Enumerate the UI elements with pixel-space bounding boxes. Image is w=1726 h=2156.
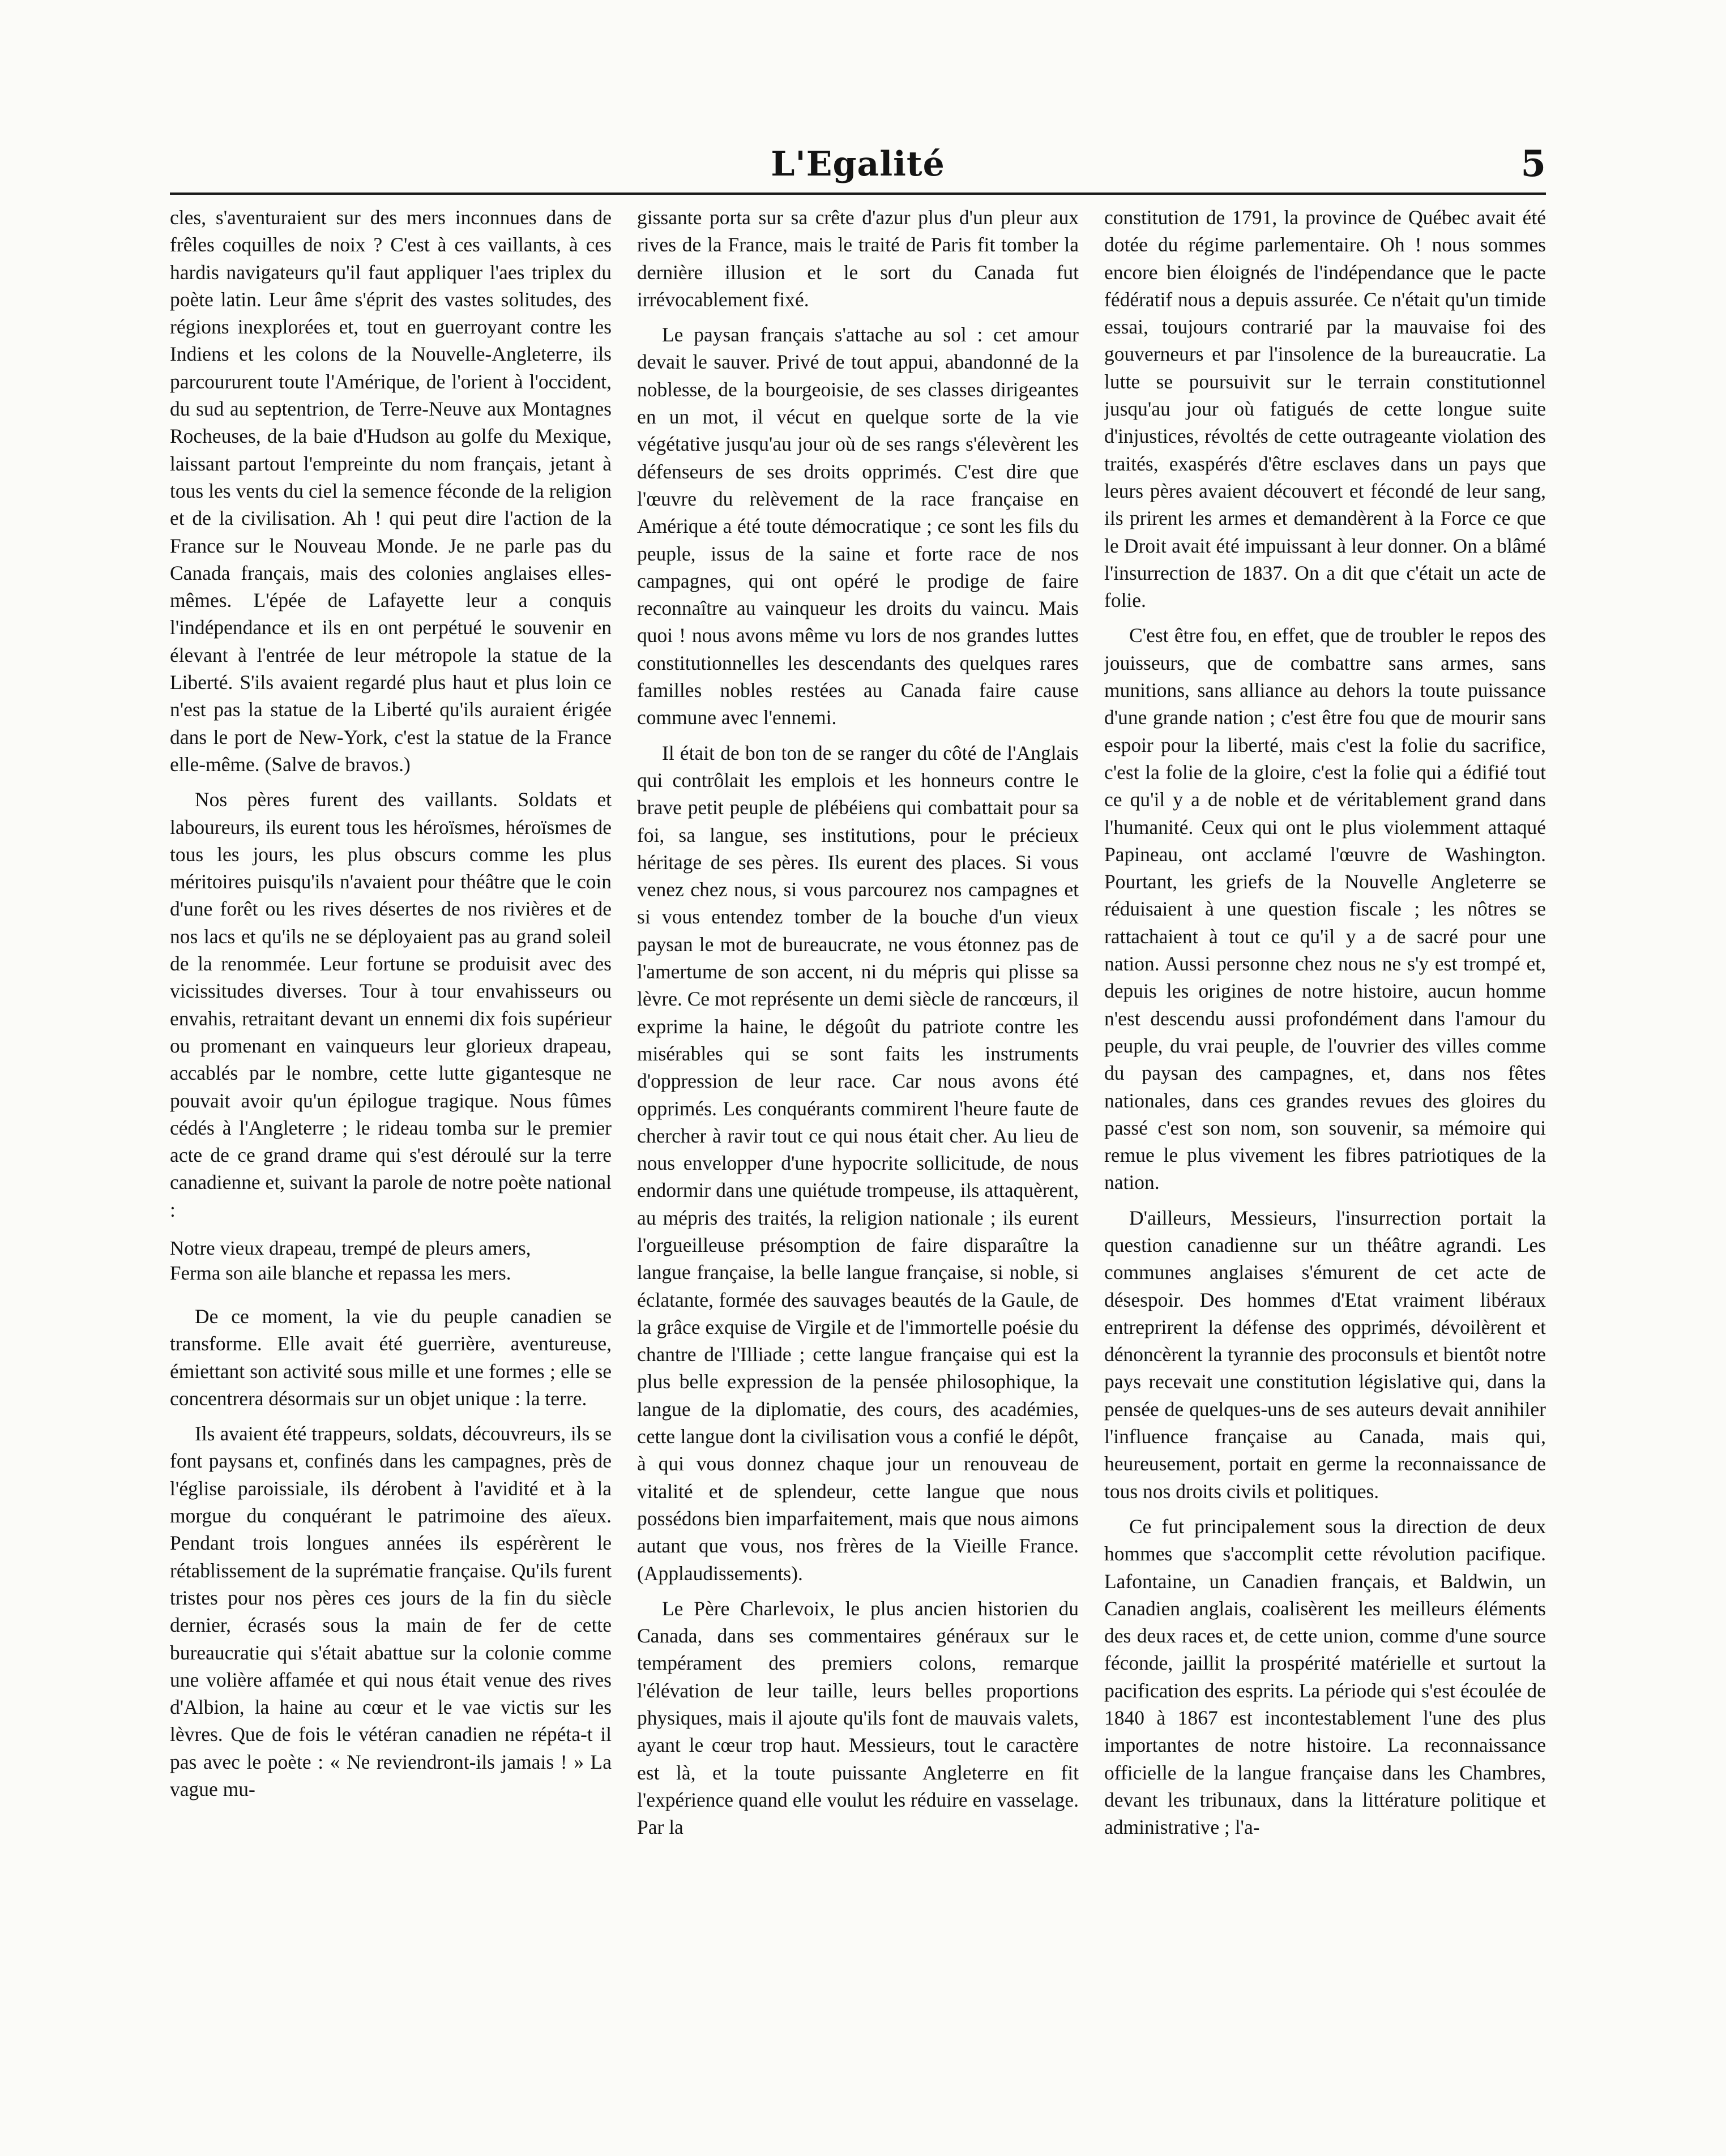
paragraph: Le Père Charlevoix, le plus ancien historien du Canada, dans ses commentaires généraux sur le tempérament des premiers colons, remarque l'élévation de leur taille, leurs belles proportions physiques, mais il ajoute qu'ils font de mauvais valets, ayant le cœur trop haut. Messieurs, tout le caractère est là, et la toute puissante Angleterre en fit l'expérience quand elle voulut les réduire en vasselage. Par la: [637, 1597, 1079, 1839]
column-2: [637, 204, 1079, 2072]
paragraph: De ce moment, la vie du peuple canadien se transforme. Elle avait été guerrière, aventureuse, émiettant son activité sous mille et une formes ; elle se concentrera désormais sur un objet unique : la terre.: [170, 1304, 612, 1410]
paragraph: Ils avaient été trappeurs, soldats, découvreurs, ils se font paysans et, confinés dans les campagnes, près de l'église paroissiale, ils dérobent à l'avidité et à la morgue du conquérant le patrimoine des aïeux. Pendant trois longues années ils espérèrent le rétablissement de la suprématie française. Qu'ils furent tristes pour nos pères ces jours de la fin du siècle dernier, écrasés sous la main de fer de cette bureaucratie qui s'était abattue sur la colonie comme une volière affamée et qui nous était venue des rives d'Albion, la haine au cœur et le vae victis sur les lèvres. Que de fois le vétéran canadien ne répéta-t il pas avec le poète : « Ne reviendront-ils jamais ! » La vague mu-: [170, 1422, 612, 1801]
column-1: [170, 204, 612, 2072]
paragraph: constitution de 1791, la province de Québec avait été dotée du régime parlementaire. Oh ! nous sommes encore bien éloignés de l'indépendance que le pacte fédératif nous a depuis assurée. Ce n'était qu'un timide essai, toujours contrarié par la mauvaise foi des gouverneurs et par l'insolence de la bureaucratie. La lutte se poursuivit sur le terrain constitutionnel jusqu'au jour où fatigués de cette longue suite d'injustices, révoltés de cette outrageante violation des traités, exaspérés d'être esclaves dans un pays que leurs pères avaient découvert et fécondé de leur sang, ils prirent les armes et demandèrent à la Force ce que le Droit avait été impuissant à leur donner. On a blâmé l'insurrection de 1837. On a dit que c'était un acte de folie.: [1104, 206, 1546, 612]
paragraph: D'ailleurs, Messieurs, l'insurrection portait la question canadienne sur un théâtre agrandi. Les communes anglaises s'émurent de cet acte de désespoir. Des hommes d'Etat vraiment libéraux entreprirent la défense des opprimés, dévoilèrent et dénoncèrent la tyrannie des proconsuls et bientôt notre pays recevait une constitution législative qui, dans la pensée de quelques-uns de ses auteurs devait annihiler l'influence française au Canada, mais qui, heureusement, portait en germe la reconnaissance de tous nos droits civils et politiques.: [1104, 1206, 1546, 1503]
paragraph: cles, s'aventuraient sur des mers inconnues dans de frêles coquilles de noix ? C'est à ces vaillants, à ces hardis navigateurs qu'il faut appliquer l'aes triplex du poète latin. Leur âme s'éprit des vastes solitudes, des régions inexplorées et, tout en guerroyant contre les Indiens et les colons de la Nouvelle-Angleterre, ils parcoururent toute l'Amérique, de l'orient à l'occident, du sud au septentrion, de Terre-Neuve aux Montagnes Rocheuses, de la baie d'Hudson au golfe du Mexique, laissant partout l'empreinte du nom français, jetant à tous les vents du ciel la semence féconde de la religion et de la civilisation. Ah ! qui peut dire l'action de la France sur le Nouveau Monde. Je ne parle pas du Canada français, mais des colonies anglaises elles-mêmes. L'épée de Lafayette leur a conquis l'indépendance et ils en ont perpétué le souvenir en élevant à l'entrée de leur métropole la statue de la Liberté. S'ils avaient regardé plus haut et plus loin ce n'est pas la statue de la Liberté qu'ils auraient érigée dans le port de New-York, c'est la statue de la France elle-même. (Salve de bravos.): [170, 206, 612, 776]
header-rule: [170, 192, 1546, 195]
article-columns: [170, 204, 1546, 2072]
verse-quote: [170, 1236, 612, 1286]
verse-line: Notre vieux drapeau, trempé de pleurs amers,: [170, 1237, 531, 1259]
page-header: [170, 139, 1546, 201]
paragraph: Il était de bon ton de se ranger du côté de l'Anglais qui contrôlait les emplois et les honneurs contre le brave petit peuple de plébéiens qui combattait pour sa foi, sa langue, ses institutions, pour le précieux héritage de ses pères. Ils eurent des places. Si vous venez chez nous, si vous parcourez nos campagnes et si vous entendez tomber de la bouche d'un vieux paysan le mot de bureaucrate, ne vous étonnez pas de l'amertume de son accent, ni du mépris qui plisse sa lèvre. Ce mot représente un demi siècle de rancœurs, il exprime la haine, le dégoût du patriote contre les misérables qui se sont faits les instruments d'oppression de leur race. Car nous avons été opprimés. Les conquérants commirent l'heure faute de chercher à ravir tout ce qui nous était cher. Au lieu de nous envelopper d'une hypocrite sollicitude, de nous endormir dans une quiétude trompeuse, ils attaquèrent, au mépris des traités, la religion nationale ; ils eurent l'orgueilleuse présomption de faire disparaître la langue française, la belle langue française, si noble, si éclatante, formée des sauvages beautés de la Gaule, de la grâce exquise de Virgile et de l'immortelle poésie du chantre de l'Illiade ; cette langue française qui est la plus belle expression de la pensée philosophique, la langue de la diplomatie, des cours, des académies, cette langue dont la civilisation vous a confié le dépôt, à qui vous donnez chaque jour un renouveau de vitalité et de splendeur, cette langue que nous possédons bien imparfaitement, mais que nous aimons autant que vous, nos frères de la Vieille France. (Applaudissements).: [637, 741, 1079, 1585]
paragraph: Ce fut principalement sous la direction de deux hommes que s'accomplit cette révolution pacifique. Lafontaine, un Canadien français, et Baldwin, un Canadien anglais, coalisèrent les meilleurs éléments des deux races et, de cette union, comme d'une source féconde, jaillit la prospérité matérielle et surtout la pacification des esprits. La période qui s'est écoulée de 1840 à 1867 est incontestablement l'une des plus importantes de notre histoire. La reconnaissance officielle de la langue française dans les Chambres, devant les tribunaux, dans la littérature politique et administrative ; l'a-: [1104, 1515, 1546, 1839]
newspaper-title: L'Egalité: [771, 144, 945, 184]
paragraph: C'est être fou, en effet, que de troubler le repos des jouisseurs, que de combattre sans armes, sans munitions, sans alliance au dehors la toute puissance d'une grande nation ; c'est être fou que de mourir sans espoir pour la liberté, mais c'est la folie du sacrifice, c'est la folie de la gloire, c'est la folie qui a édifié tout ce qu'il y a de noble et de véritablement grand dans l'humanité. Ceux qui ont le plus violemment attaqué Papineau, ont acclamé l'œuvre de Washington. Pourtant, les griefs de la Nouvelle Angleterre se réduisaient à une question fiscale ; les nôtres se rattachaient à tout ce qu'il y a de sacré pour une nation. Aussi personne chez nous ne s'y est trompé et, depuis les origines de notre histoire, aucun homme n'est descendu aussi profondément dans l'amour du peuple, du vrai peuple, de l'ouvrier des villes comme du paysan des campagnes, et, dans nos fêtes nationales, dans ces grandes revues des gloires du passé c'est son nom, son souvenir, sa mémoire qui remue le plus vivement les fibres patriotiques de la nation.: [1104, 624, 1546, 1194]
page-number: 5: [1520, 143, 1546, 185]
column-3: [1104, 204, 1546, 2072]
paragraph: Le paysan français s'attache au sol : cet amour devait le sauver. Privé de tout appui, abandonné de la noblesse, de la bourgeoisie, de ses classes dirigeantes en un mot, il vécut en quelque sorte de la vie végétative jusqu'au jour où de ses rangs s'élevèrent les défenseurs de ses droits opprimés. C'est dire que l'œuvre du relèvement de la race française en Amérique a été toute démocratique ; ce sont les fils du peuple, issus de la saine et forte race de nos campagnes, qui ont opéré le prodige de faire reconnaître au vainqueur les droits du vaincu. Mais quoi ! nous avons même vu lors de nos grandes luttes constitutionnelles les descendants des quelques rares familles nobles restées au Canada faire cause commune avec l'ennemi.: [637, 323, 1079, 729]
paragraph: Nos pères furent des vaillants. Soldats et laboureurs, ils eurent tous les héroïsmes, héroïsmes de tous les jours, les plus obscurs comme les plus méritoires puisqu'ils n'avaient pour théâtre que le coin d'une forêt ou les rives désertes de nos rivières et de nos lacs et qu'ils ne se déployaient pas au grand soleil de la renommée. Leur fortune se produisit avec des vicissitudes diverses. Tour à tour envahisseurs ou envahis, retraitant devant un ennemi dix fois supérieur ou promenant en vainqueurs leur glorieux drapeau, accablés par le nombre, cette lutte gigantesque ne pouvait avoir qu'un épilogue tragique. Nous fûmes cédés à l'Angleterre ; le rideau tomba sur le premier acte de ce grand drame qui s'est déroulé sur la terre canadienne et, suivant la parole de notre poète national :: [170, 788, 612, 1221]
paragraph: gissante porta sur sa crête d'azur plus d'un pleur aux rives de la France, mais le traité de Paris fit tomber la dernière illusion et le sort du Canada fut irrévocablement fixé.: [637, 206, 1079, 311]
verse-line: Ferma son aile blanche et repassa les mers.: [170, 1261, 511, 1284]
